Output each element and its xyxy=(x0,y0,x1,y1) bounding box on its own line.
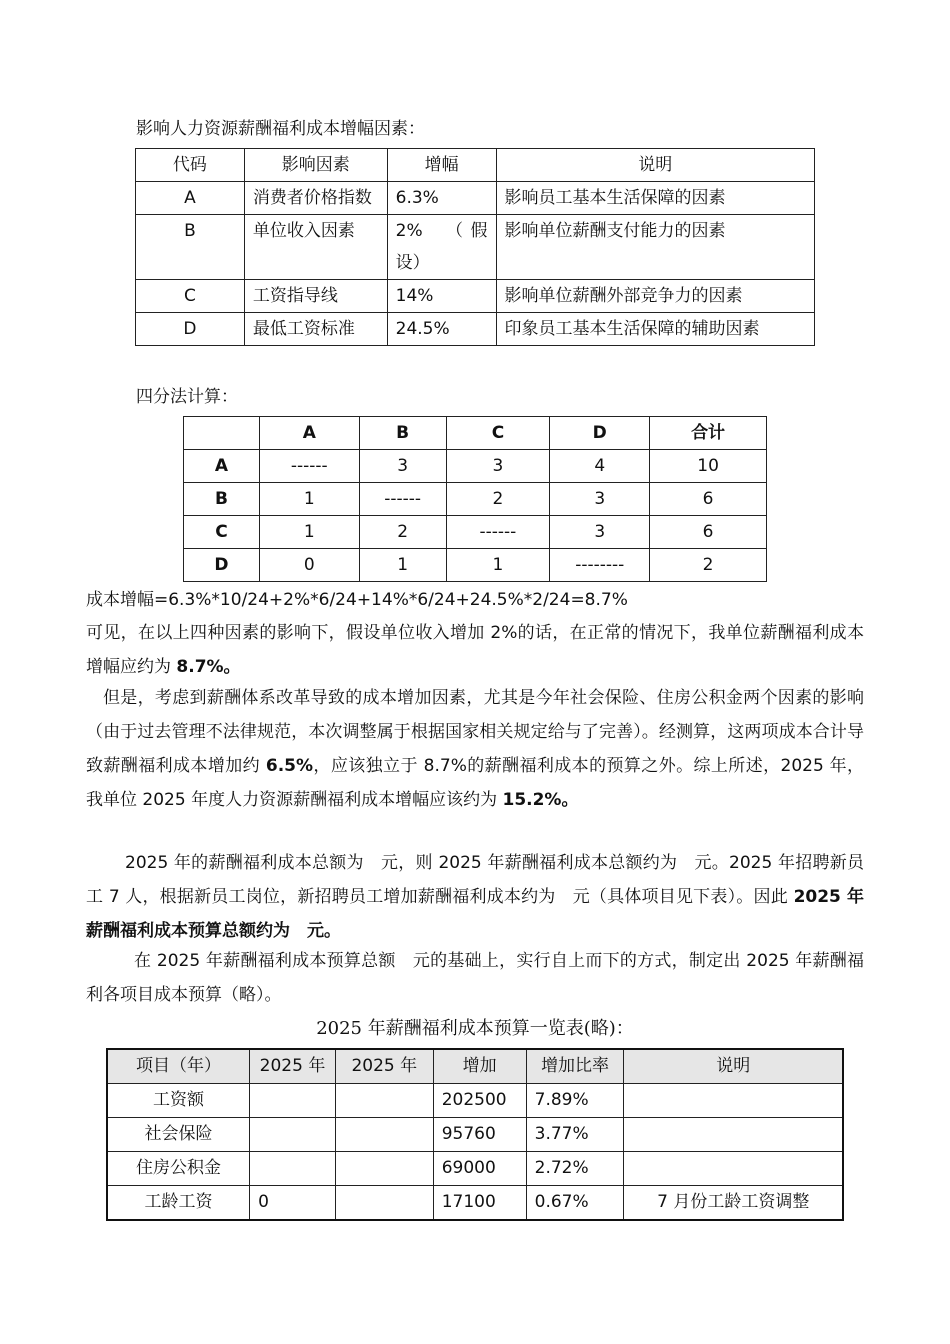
factor-cell: 单位收入因素 xyxy=(244,215,387,280)
table-cell: ------ xyxy=(359,483,446,516)
paragraph-text: ，应该独立于 8.7%的薪酬福利成本的预算之外。综上所述，2025 年，我单位 2025 年度人力资源薪酬福利成本增幅应该约为 xyxy=(86,756,864,810)
table-cell xyxy=(335,1186,433,1221)
note-cell: 影响员工基本生活保障的因素 xyxy=(496,182,814,215)
table-row xyxy=(136,182,815,215)
budget-table xyxy=(106,1048,844,1221)
table-row xyxy=(184,549,767,582)
code-cell: B xyxy=(136,215,245,280)
table-cell: 1 xyxy=(359,549,446,582)
header-cell: 增加比率 xyxy=(526,1049,624,1084)
table-cell: 10 xyxy=(650,450,767,483)
table-cell: 0.67% xyxy=(526,1186,624,1221)
factor-cell: 工资指导线 xyxy=(244,280,387,313)
table-cell: 2 xyxy=(650,549,767,582)
table-cell: 2 xyxy=(359,516,446,549)
header-cell: D xyxy=(550,417,650,450)
code-cell: D xyxy=(136,313,245,346)
factor-cell: 消费者价格指数 xyxy=(244,182,387,215)
cost-formula: 成本增幅=6.3%*10/24+2%*6/24+14%*6/24+24.5%*2/24=8.7% xyxy=(86,590,628,610)
note-cell xyxy=(624,1152,843,1186)
table-cell: 3.77% xyxy=(526,1118,624,1152)
paragraph-1 xyxy=(86,616,864,684)
table-row xyxy=(107,1186,843,1221)
table-cell: 17100 xyxy=(433,1186,526,1221)
header-cell: 说明 xyxy=(624,1049,843,1084)
table-cell: 3 xyxy=(359,450,446,483)
table-cell: ------ xyxy=(259,450,359,483)
header-cell: B xyxy=(359,417,446,450)
header-cell: 2025 年 xyxy=(335,1049,433,1084)
table-row xyxy=(184,483,767,516)
header-cell: 增幅 xyxy=(387,149,496,182)
paragraph-2 xyxy=(86,681,864,817)
header-cell: 增加 xyxy=(433,1049,526,1084)
table-cell: 2.72% xyxy=(526,1152,624,1186)
item-cell: 社会保险 xyxy=(107,1118,250,1152)
header-cell: 合计 xyxy=(650,417,767,450)
row-label: D xyxy=(184,549,260,582)
table-row xyxy=(184,516,767,549)
paragraph-bold: 8.7%。 xyxy=(176,657,241,677)
paragraph-bold: 2025 年薪酬福利成本预算总额约为 元。 xyxy=(86,887,865,941)
table-cell: 1 xyxy=(259,483,359,516)
table-cell: 4 xyxy=(550,450,650,483)
table-cell: 202500 xyxy=(433,1084,526,1118)
growth-cell: 14% xyxy=(387,280,496,313)
table-cell: 69000 xyxy=(433,1152,526,1186)
quartile-heading: 四分法计算： xyxy=(136,387,238,407)
note-cell: 7 月份工龄工资调整 xyxy=(624,1186,843,1221)
table-cell: 6 xyxy=(650,483,767,516)
table-row xyxy=(107,1118,843,1152)
paragraph-text: 2025 年的薪酬福利成本总额为 元，则 2025 年薪酬福利成本总额约为 元。2025 年招聘新员工 7 人，根据新员工岗位，新招聘员工增加薪酬福利成本约为 元（具体项目见下表）。因此 xyxy=(86,853,864,907)
paragraph-4: 在 2025 年薪酬福利成本预算总额 元的基础上，实行自上而下的方式，制定出 2025 年薪酬福利各项目成本预算（略）。 xyxy=(86,951,864,1005)
table-cell: -------- xyxy=(550,549,650,582)
table-cell: 3 xyxy=(550,516,650,549)
paragraph-3 xyxy=(86,846,864,948)
table-row xyxy=(107,1084,843,1118)
table-cell: 1 xyxy=(446,549,550,582)
table-cell: 3 xyxy=(446,450,550,483)
table-cell: 7.89% xyxy=(526,1084,624,1118)
table-cell xyxy=(335,1152,433,1186)
table-row xyxy=(136,313,815,346)
table-cell: 0 xyxy=(250,1186,336,1221)
table-cell xyxy=(250,1152,336,1186)
factors-heading: 影响人力资源薪酬福利成本增幅因素： xyxy=(136,119,425,139)
header-cell: 项目（年） xyxy=(107,1049,250,1084)
row-label: B xyxy=(184,483,260,516)
quartile-table xyxy=(183,416,767,582)
header-cell: 说明 xyxy=(496,149,814,182)
table-cell xyxy=(335,1084,433,1118)
factor-cell: 最低工资标准 xyxy=(244,313,387,346)
note-cell xyxy=(624,1118,843,1152)
paragraph-text: 可见，在以上四种因素的影响下，假设单位收入增加 2%的话，在正常的情况下，我单位薪酬福利成本增幅应约为 xyxy=(86,623,864,677)
table-cell: 6 xyxy=(650,516,767,549)
header-cell: 代码 xyxy=(136,149,245,182)
table-cell xyxy=(250,1118,336,1152)
code-cell: A xyxy=(136,182,245,215)
header-cell: C xyxy=(446,417,550,450)
header-cell: 影响因素 xyxy=(244,149,387,182)
table-cell xyxy=(250,1084,336,1118)
item-cell: 工龄工资 xyxy=(107,1186,250,1221)
table-cell: 1 xyxy=(259,516,359,549)
item-cell: 住房公积金 xyxy=(107,1152,250,1186)
table-cell: 2 xyxy=(446,483,550,516)
note-cell: 影响单位薪酬外部竞争力的因素 xyxy=(496,280,814,313)
table-header-row xyxy=(107,1049,843,1084)
paragraph-text: 但是，考虑到薪酬体系改革导致的成本增加因素，尤其是今年社会保险、住房公积金两个因素的影响（由于过去管理不法律规范，本次调整属于根据国家相关规定给与了完善）。经测算，这两项成本合计导致薪酬福利成本增加约 xyxy=(86,688,864,776)
growth-cell: 24.5% xyxy=(387,313,496,346)
paragraph-bold: 6.5% xyxy=(265,756,314,776)
table-cell: 0 xyxy=(259,549,359,582)
factors-table xyxy=(135,148,815,346)
code-cell: C xyxy=(136,280,245,313)
table-cell: 95760 xyxy=(433,1118,526,1152)
table-cell: 3 xyxy=(550,483,650,516)
note-cell: 印象员工基本生活保障的辅助因素 xyxy=(496,313,814,346)
note-cell: 影响单位薪酬支付能力的因素 xyxy=(496,215,814,280)
table-header-row xyxy=(136,149,815,182)
table-cell xyxy=(335,1118,433,1152)
budget-table-title: 2025 年薪酬福利成本预算一览表(略)： xyxy=(316,1018,634,1039)
growth-cell: 6.3% xyxy=(387,182,496,215)
table-row xyxy=(136,280,815,313)
growth-cell: 2% （假设） xyxy=(387,215,496,280)
table-row xyxy=(136,215,815,280)
header-cell: 2025 年 xyxy=(250,1049,336,1084)
item-cell: 工资额 xyxy=(107,1084,250,1118)
paragraph-bold: 15.2%。 xyxy=(502,790,579,810)
header-cell: A xyxy=(259,417,359,450)
row-label: A xyxy=(184,450,260,483)
note-cell xyxy=(624,1084,843,1118)
row-label: C xyxy=(184,516,260,549)
table-row xyxy=(184,450,767,483)
table-header-row xyxy=(184,417,767,450)
table-row xyxy=(107,1152,843,1186)
header-cell xyxy=(184,417,260,450)
table-cell: ------ xyxy=(446,516,550,549)
